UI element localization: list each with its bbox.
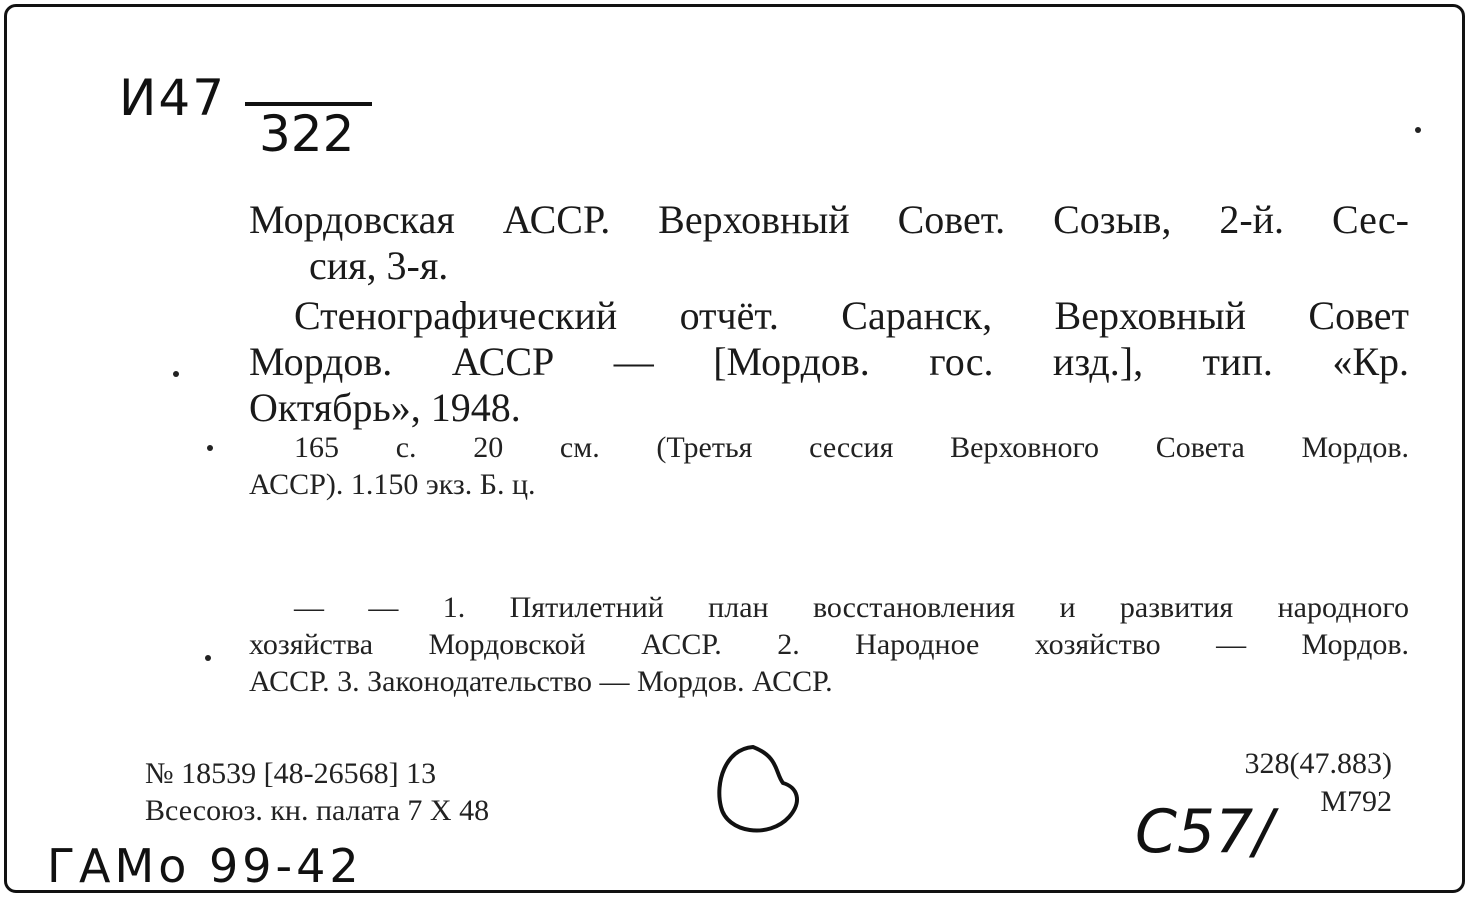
heading-line-1: Мордовская АССР. Верховный Совет. Созыв, 2-й. Сес- — [249, 197, 1409, 242]
chamber-date: Всесоюз. кн. палата 7 X 48 — [145, 794, 490, 827]
imprint-line-1: Стенографический отчёт. Саранск, Верховный Совет — [294, 293, 1409, 338]
handwritten-call-number: И47 — [119, 69, 227, 127]
registration-number: № 18539 [48-26568] 13 — [145, 757, 437, 790]
dust-speck — [207, 445, 213, 451]
collation-line-1: 165 с. 20 см. (Третья сессия Верховного Совета Мордов. — [294, 431, 1409, 464]
circle-stamp-icon — [713, 743, 803, 839]
author-mark: М792 — [1320, 785, 1392, 818]
dust-speck — [1415, 127, 1421, 133]
collation-line-2: АССР). 1.150 экз. Б. ц. — [249, 468, 536, 501]
imprint-block — [249, 293, 1409, 431]
dust-speck — [173, 371, 179, 377]
imprint-line-2: Мордов. АССР — [Мордов. гос. изд.], тип. «Кр. — [249, 339, 1409, 384]
heading-line-2: сия, 3-я. — [309, 243, 449, 288]
card-registration-info — [145, 755, 489, 829]
subjects-line-1: — — 1. Пятилетний план восстановления и развития народного — [294, 591, 1409, 624]
handwritten-call-number-denominator: 322 — [245, 102, 372, 160]
subjects-line-3: АССР. 3. Законодательство — Мордов. АССР. — [249, 665, 833, 698]
subject-headings — [249, 589, 1409, 700]
handwritten-archive-mark: ГАМо 99-42 — [47, 839, 363, 893]
udc-index: 328(47.883) — [1244, 747, 1392, 780]
subjects-line-2: хозяйства Мордовской АССР. 2. Народное хозяйство — Мордов. — [249, 628, 1409, 661]
handwritten-shelf-code: С57/ — [1135, 797, 1274, 867]
catalog-card — [4, 4, 1465, 893]
card-heading — [249, 197, 1409, 289]
collation-block — [249, 429, 1409, 503]
imprint-line-3: Октябрь», 1948. — [249, 385, 521, 430]
dust-speck — [205, 655, 211, 661]
